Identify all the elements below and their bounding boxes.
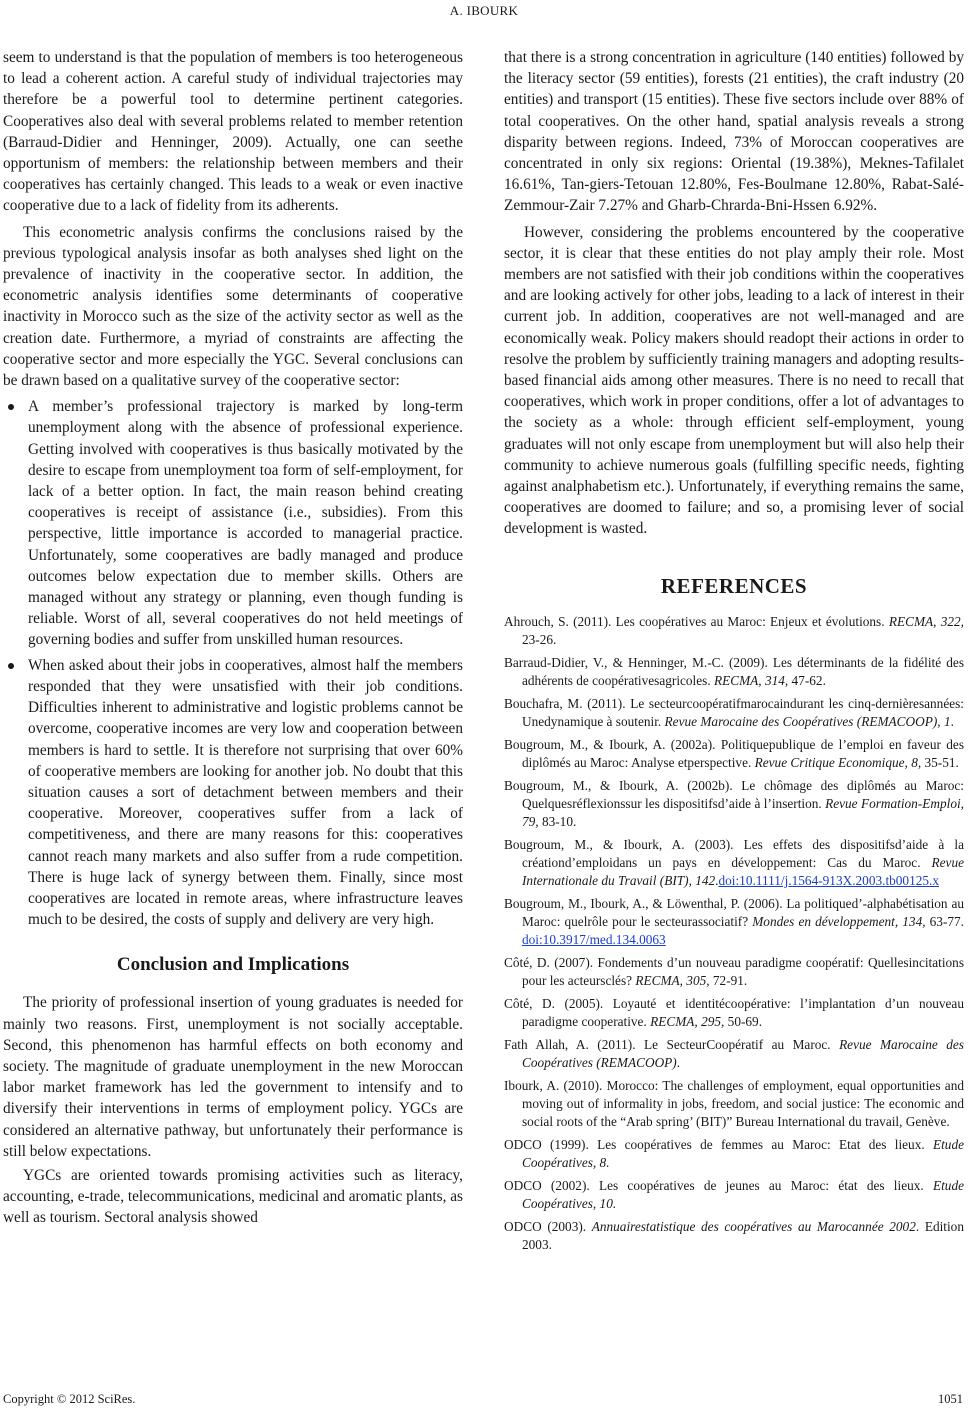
reference-source: Revue Critique Economique, 8, (754, 754, 922, 770)
running-head: A. IBOURK (449, 3, 519, 18)
reference-source: Annuairestatistique des coopératives au Marocannée 2002 (591, 1218, 916, 1234)
reference-item (504, 1036, 964, 1072)
reference-item (504, 1177, 964, 1213)
page-number: 1051 (938, 1392, 963, 1406)
reference-text: Bouchafra, M. (2011). Le secteurcoopératifmarocaindurant les cinq-dernièresannées: Unedynamique à soutenir. (504, 695, 964, 729)
reference-item (504, 995, 964, 1031)
reference-item (504, 613, 964, 649)
doi-link[interactable]: doi:10.3917/med.134.0063 (522, 931, 666, 947)
paragraph: The priority of professional insertion of young graduates is needed for mainly two reasons. First, unemployment is not socially acceptable. Second, this phenomenon has harmful effects on both economy and society. The magnitude of graduate unemployment in the new Moroccan labor market framework has led the government to intensify and to diversify their interventions in terms of employment policy. YGCs are considered an alternative pathway, but unfortunately their performance is still below expectations. (3, 994, 463, 1160)
doi-link[interactable]: doi:10.1111/j.1564-913X.2003.tb00125.x (718, 872, 940, 888)
reference-item (504, 954, 964, 990)
reference-text: ODCO (2002). Les coopératives de jeunes au Maroc: état des lieux. (504, 1177, 933, 1193)
reference-text: Barraud-Didier, V., & Henninger, M.-C. (2009). Les déterminants de la fidélité des adhérents de coopérativesagricoles. (504, 654, 964, 688)
reference-item (504, 895, 964, 949)
reference-item (504, 736, 964, 772)
paragraph: However, considering the problems encountered by the cooperative sector, it is clear that these entities do not play amply their role. Most members are not satisfied with their job conditions within the cooperatives and are looking actively for other jobs, leading to a lack of interest in their current job. In addition, cooperatives are not well-managed and are economically weak. Policy makers should readopt their actions in order to resolve the problem by sufficiently training managers and adopting results-based financial aids among other measures. There is no need to recall that cooperatives, which work in proper conditions, offer a lot of advantages to the society as a whole: through efficient self-employment, young graduates will not only escape from unemployment but will also help their community to achieve numerous goals (fulfilling specific needs, fighting against analphabetism etc.). Unfortunately, if everything remains the same, cooperatives are doomed to failure; and so, a promising lever of social development is wasted. (504, 223, 964, 538)
reference-pages: 83-10. (538, 813, 577, 829)
reference-text: Fath Allah, A. (2011). Le SecteurCoopératif au Maroc. (504, 1036, 840, 1052)
reference-list (504, 613, 964, 1254)
list-item-text: A member’s professional trajectory is marked by long-term unemployment along with the absence of professional experience. Getting involved with cooperatives is thus basically motivated by the desire to escape from unemployment toa form of self-employment, for lack of a better option. In fact, the main reason behind creating cooperatives is receipt of assistance (i.e., subsidies). From this perspective, little importance is accorded to managerial practice. Unfortunately, some cooperatives are badly managed and produce outcomes below expectation due to member skills. Others are managed without any strategy or planning, even though funding is reliable. Worst of all, several cooperatives do not held meetings of governing bodies and suffer from unskilled human resources. (28, 398, 463, 649)
reference-item (504, 777, 964, 831)
references-title: REFERENCES (660, 573, 808, 598)
paragraph: that there is a strong concentration in agriculture (140 entities) followed by the literacy sector (59 entities), forests (21 entities), the craft industry (20 entities) and transport (15 entities). These five sectors include over 88% of total cooperatives. On the other hand, spatial analysis reveals a strong disparity between regions. Indeed, 73% of Moroccan cooperatives are concentrated in only six regions: Oriental (19.38%), Meknes-Tafilalet 16.61%, Tan-giers-Tetouan 12.80%, Fes-Boulmane 12.80%, Rabat-Salé-Zemmour-Zair 7.27% and Gharb-Chrarda-Bni-Hssen 6.92%. (504, 49, 964, 215)
reference-source: Etude Coopératives, 8. (522, 1136, 964, 1170)
reference-pages: 47-62. (788, 672, 826, 688)
reference-pages: . (715, 872, 719, 888)
reference-item (504, 654, 964, 690)
reference-source: RECMA, 314, (713, 672, 789, 688)
bullet-icon (8, 404, 14, 410)
list-item (3, 655, 463, 931)
reference-source: Revue Marocaine des Coopératives (REMACOOP) (522, 1036, 964, 1070)
left-column (3, 47, 463, 1229)
bullet-list (3, 396, 463, 930)
reference-source: RECMA, 305, (635, 972, 710, 988)
reference-item (504, 1218, 964, 1254)
reference-source: Mondes en développement, 134, (752, 913, 926, 929)
reference-text: Bougroum, M., & Ibourk, A. (2003). Les effets des dispositifsd’aide à la créationd’emploidans un pays en développement: Cas du Maroc. (504, 836, 964, 870)
copyright-notice: Copyright © 2012 SciRes. (3, 1392, 136, 1406)
paragraph: YGCs are oriented towards promising activities such as literacy, accounting, e-trade, telecommunications, medicinal and aromatic plants, as well as tourism. Sectoral analysis showed (3, 1166, 464, 1227)
reference-text: ODCO (1999). Les coopératives de femmes au Maroc: Etat des lieux. (504, 1136, 933, 1152)
reference-item (504, 836, 964, 890)
reference-text: Bougroum, M., Ibourk, A., & Löwenthal, P. (2006). La politiqued’-alphabétisation au Maroc: quelrôle pour le secteurassociatif? (504, 895, 964, 929)
reference-pages: . (676, 1054, 681, 1070)
list-item-text: When asked about their jobs in cooperatives, almost half the members responded that they were unsatisfied with their job conditions. Difficulties inherent to administrative and logistic problems cannot be overcome, cooperative incomes are very low and cooperation between members is hard to settle. It is therefore not surprising that over 60% of cooperative members are looking for another job. No doubt that this situation causes a sort of detachment between members and their cooperative. Moreover, cooperatives suffer from a lack of competitiveness, and there are many reasons for this: cooperatives cannot reach many markets and also suffer from a rude competition. There is huge lack of synergy between them. Finally, since most cooperatives are located in remote areas, where infrastructure leaves much to be desired, the costs of supply and delivery are very high. (28, 656, 463, 929)
reference-text: Ahrouch, S. (2011). Les coopératives au Maroc: Enjeux et évolutions. (504, 613, 889, 629)
bullet-icon (8, 663, 14, 669)
reference-pages: . (950, 713, 954, 729)
reference-source: Etude Coopératives, 10. (522, 1177, 964, 1211)
right-column (504, 47, 964, 1259)
reference-item (504, 695, 964, 731)
reference-text: Côté, D. (2007). Fondements d’un nouveau paradigme coopératif: Quellesincitations pour les acteursclés? (504, 954, 964, 988)
reference-text: Bougroum, M., & Ibourk, A. (2002b). Le chômage des diplômés au Maroc: Quelquesréflexionssur les dispositifsd’aide à l’insertion. (504, 777, 964, 811)
reference-text: Côté, D. (2005). Loyauté et identitécoopérative: l’implantation d’un nouveau paradigme cooperative. (504, 995, 964, 1029)
reference-source: Revue Internationale du Travail (BIT), 142 (522, 854, 964, 888)
reference-pages: 35-51. (921, 754, 959, 770)
reference-source: RECMA, 322, (888, 613, 964, 629)
reference-pages: 23-26. (522, 631, 557, 647)
reference-text: Ibourk, A. (2010). Morocco: The challenges of employment, equal opportunities and moving out of informality in jobs, freedom, and social justice: The economic and social roots of the “Arab spring’ (BIT)” Bureau International du travail, Genève. (504, 1077, 964, 1129)
reference-pages: 63-77. (925, 913, 964, 929)
reference-source: RECMA, 295, (650, 1013, 725, 1029)
reference-source: Revue Marocaine des Coopératives (REMACOOP), 1 (664, 713, 951, 729)
list-item (3, 396, 463, 650)
reference-text: ODCO (2003). (504, 1218, 592, 1234)
reference-pages: 50-69. (724, 1013, 763, 1029)
paragraph: This econometric analysis confirms the conclusions raised by the previous typological analysis insofar as both analyses shed light on the prevalence of inactivity in the cooperative sector. In addition, the econometric analysis identifies some determinants of cooperative inactivity in Morocco such as the size of the activity sector as well as the creation date. Furthermore, a myriad of constraints are affecting the cooperative sector and more especially the YGC. Several conclusions can be drawn based on a qualitative survey of the cooperative sector: (3, 223, 463, 390)
reference-text: Bougroum, M., & Ibourk, A. (2002a). Politiquepublique de l’emploi en faveur des diplômés au Maroc: Analyse etperspective. (504, 736, 964, 770)
section-title: Conclusion and Implications (116, 954, 350, 976)
reference-pages: 72-91. (709, 972, 748, 988)
reference-source: Revue Formation-Emploi, 79, (522, 795, 964, 829)
paragraph: seem to understand is that the population of members is too heterogeneous to lead a coherent action. A careful study of individual trajectories may therefore be a powerful tool to determine pertinent categories. Cooperatives also deal with several problems related to member retention (Barraud-Didier and Henninger, 2009). Actually, one can seethe opportunism of members: the relationship between members and their cooperatives has certainly changed. This leads to a weak or even inactive cooperative due to a lack of fidelity from its adherents. (3, 49, 463, 215)
reference-item (504, 1136, 964, 1172)
reference-pages: . Edition 2003. (522, 1218, 964, 1252)
reference-item (504, 1077, 964, 1131)
